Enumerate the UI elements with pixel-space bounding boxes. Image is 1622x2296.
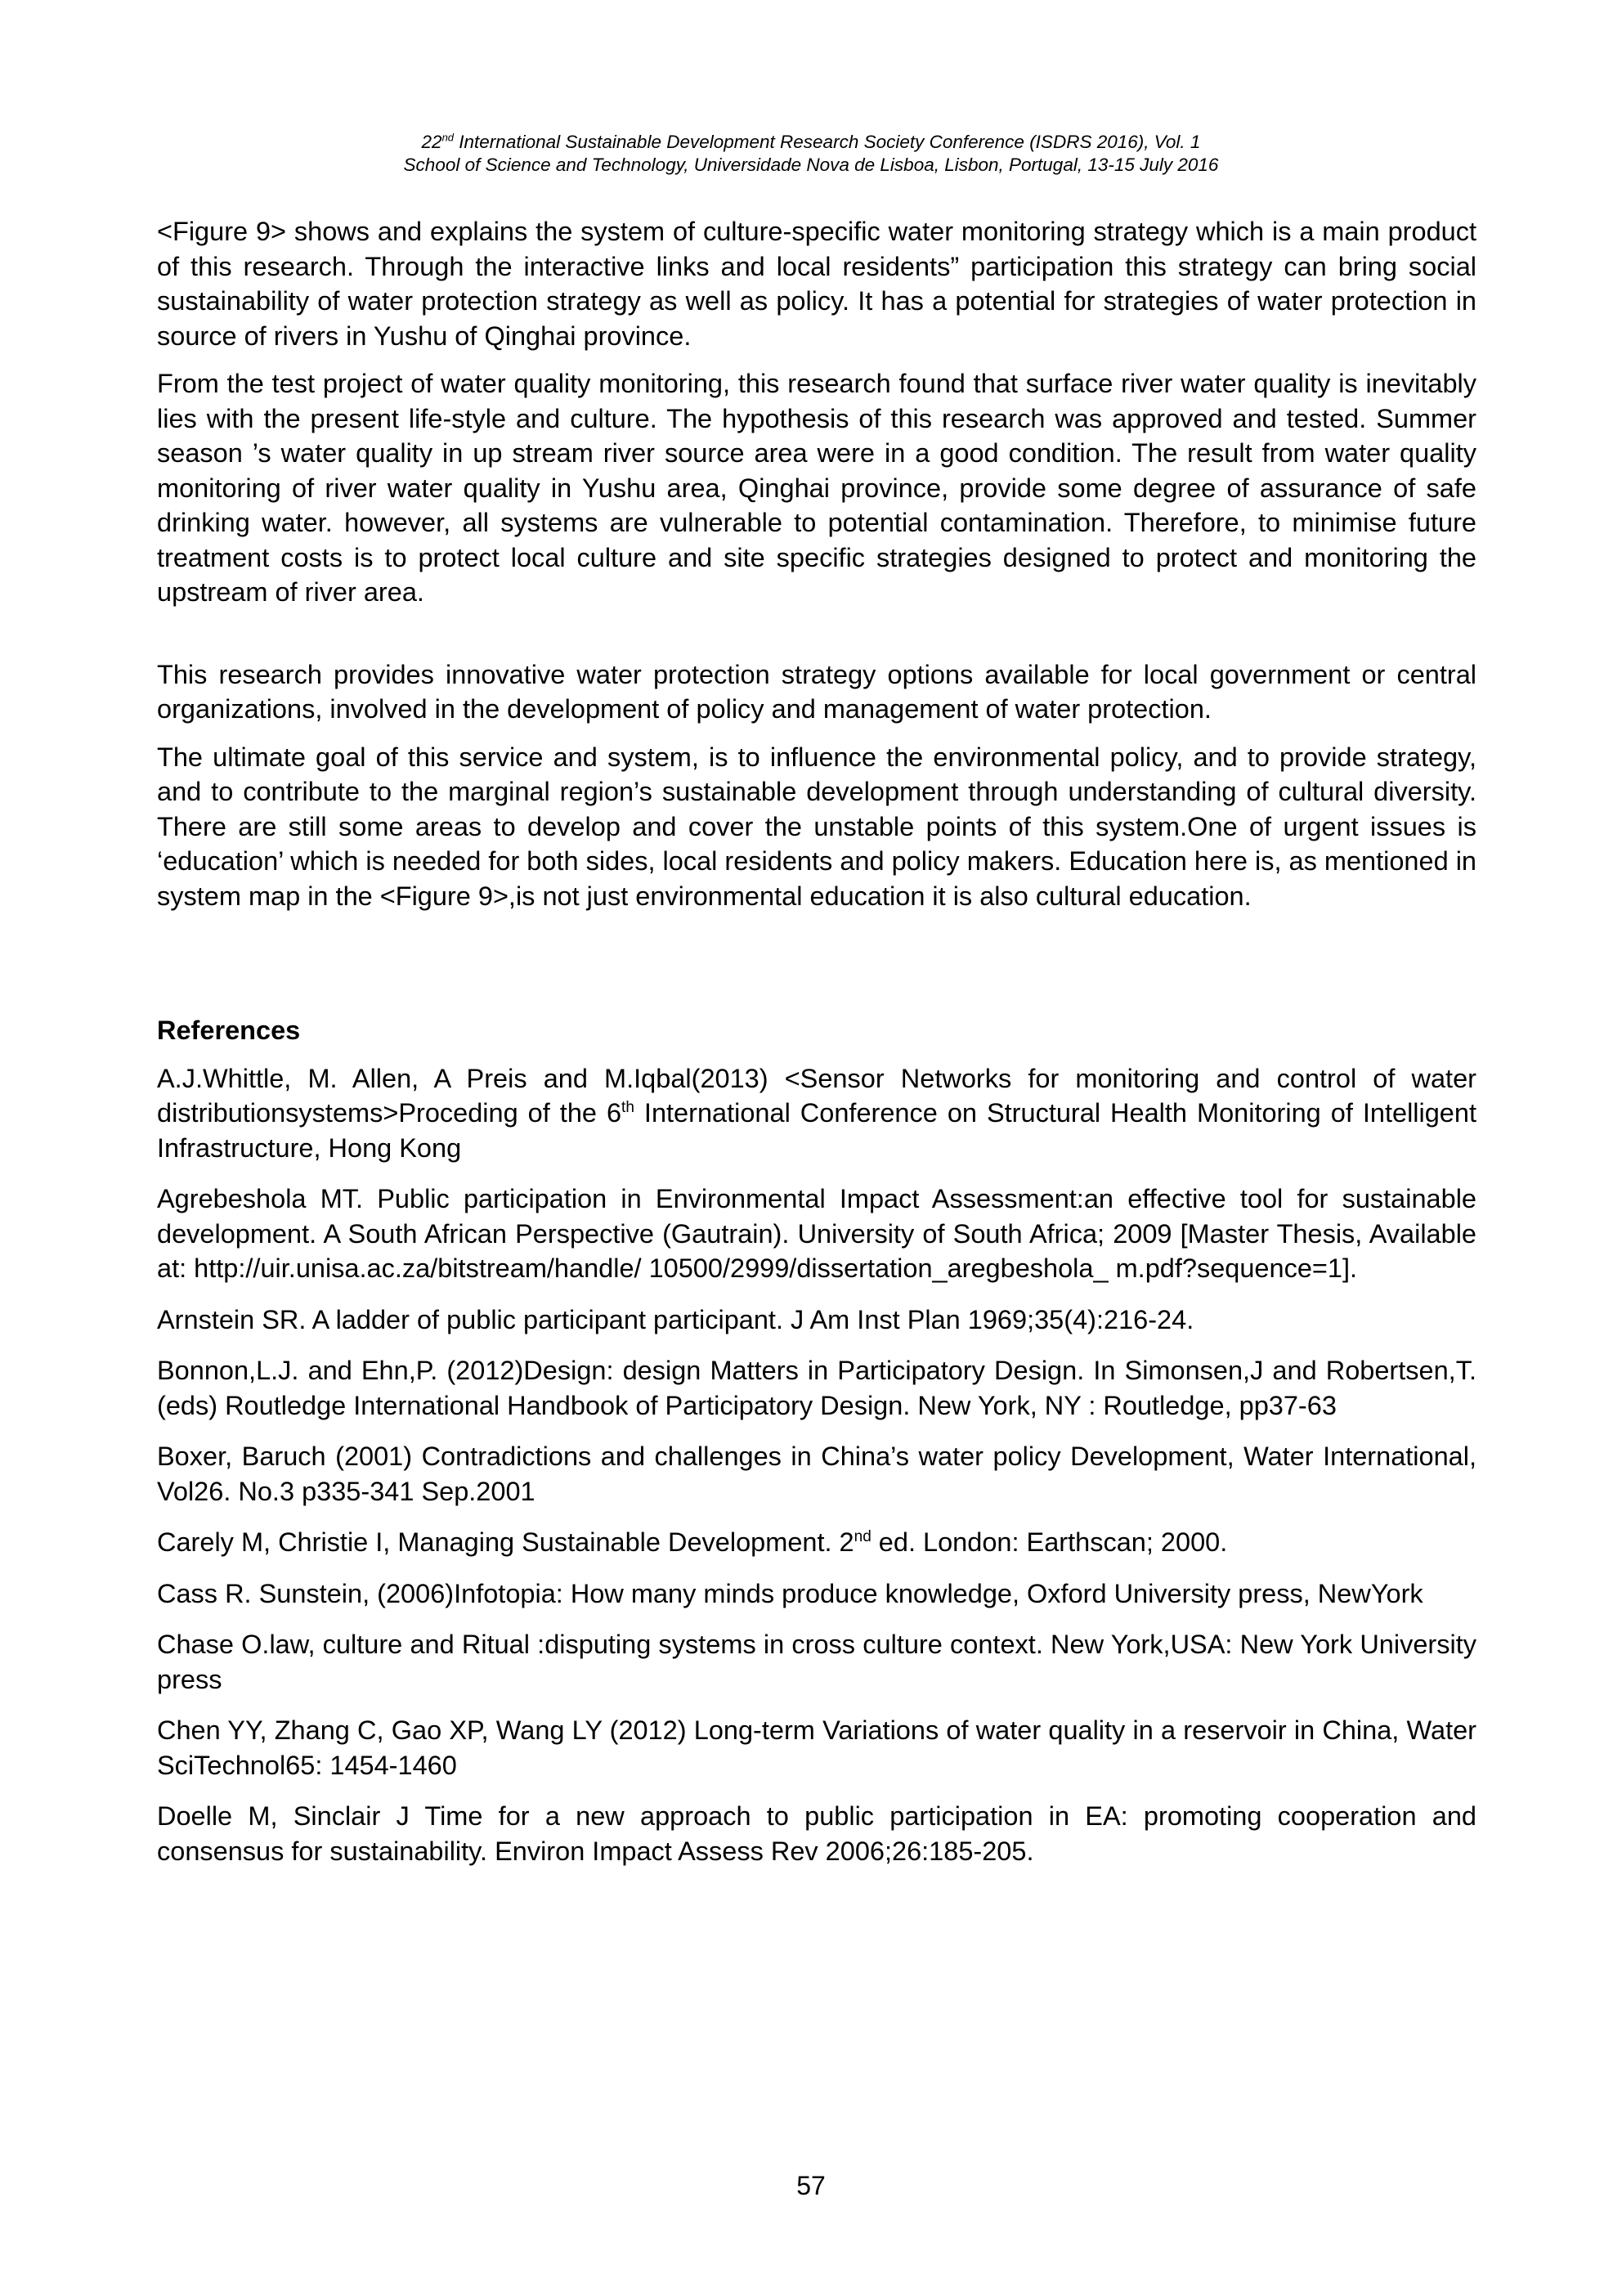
page-number: 57 [796, 2171, 826, 2200]
references-heading: References [157, 1016, 301, 1045]
conference-title: 22nd International Sustainable Development Research Society Conference (ISDRS 2016), Vol. 1 [421, 131, 1201, 152]
body-paragraph: <Figure 9> shows and explains the system of culture-specific water monitoring strategy which is a main product of this research. Through the interactive links and local residents” participation this strategy can bring social sustainability of water protection strategy as well as policy. It has a potential for strategies of water protection in source of rivers in Yushu of Qinghai province. [157, 217, 1476, 351]
body-paragraph: This research provides innovative water protection strategy options available for local government or central organizations, involved in the development of policy and management of water protection. [157, 659, 1476, 724]
reference-item: Arnstein SR. A ladder of public participant participant. J Am Inst Plan 1969;35(4):216-24. [157, 1304, 1194, 1334]
reference-item: Bonnon,L.J. and Ehn,P. (2012)Design: design Matters in Participatory Design. In Simonsen,J and Robertsen,T. (eds) Routledge International Handbook of Participatory Design. New York, NY : Routledge, pp37-63 [157, 1356, 1476, 1420]
reference-item: Cass R. Sunstein, (2006)Infotopia: How many minds produce knowledge, Oxford University press, NewYork [157, 1578, 1423, 1608]
conference-venue: School of Science and Technology, Universidade Nova de Lisboa, Lisbon, Portugal, 13-15 July 2016 [403, 155, 1219, 175]
reference-item: Carely M, Christie I, Managing Sustainable Development. 2nd ed. London: Earthscan; 2000. [157, 1527, 1228, 1557]
reference-item: A.J.Whittle, M. Allen, A Preis and M.Iqbal(2013) <Sensor Networks for monitoring and control of water distributionsystems>Proceding of the 6th International Conference on Structural Health Monitoring of Intelligent Infrastructure, Hong Kong [157, 1063, 1476, 1163]
reference-item: Chen YY, Zhang C, Gao XP, Wang LY (2012) Long-term Variations of water quality in a reservoir in China, Water SciTechnol65: 1454-1460 [157, 1715, 1476, 1780]
reference-item: Agrebeshola MT. Public participation in Environmental Impact Assessment:an effective tool for sustainable development. A South African Perspective (Gautrain). University of South Africa; 2009 [Master Thesis, Available at: http://uir.unisa.ac.za/bitstream/handle/ 10500/2999/dissertation_aregbeshola_ m.pdf?sequence=1]. [157, 1184, 1476, 1283]
reference-item: Doelle M, Sinclair J Time for a new approach to public participation in EA: promoting cooperation and consensus for sustainability. Environ Impact Assess Rev 2006;26:185-205. [157, 1801, 1476, 1866]
body-paragraph: From the test project of water quality monitoring, this research found that surface river water quality is inevitably lies with the present life-style and culture. The hypothesis of this research was approved and tested. Summer season ’s water quality in up stream river source area were in a good condition. The result from water quality monitoring of river water quality in Yushu area, Qinghai province, provide some degree of assurance of safe drinking water. however, all systems are vulnerable to potential contamination. Therefore, to minimise future treatment costs is to protect local culture and site specific strategies designed to protect and monitoring the upstream of river area. [157, 369, 1476, 607]
page-content [157, 214, 1476, 1885]
body-paragraph: The ultimate goal of this service and system, is to influence the environmental policy, and to provide strategy, and to contribute to the marginal region’s sustainable development through understanding of cultural diversity. There are still some areas to develop and cover the unstable points of this system.One of urgent issues is ‘education’ which is needed for both sides, local residents and policy makers. Education here is, as mentioned in system map in the <Figure 9>,is not just environmental education it is also cultural education. [157, 742, 1476, 911]
running-header [0, 131, 1622, 177]
references-list [157, 1061, 1476, 1869]
reference-item: Boxer, Baruch (2001) Contradictions and challenges in China’s water policy Development, Water International, Vol26. No.3 p335-341 Sep.2001 [157, 1442, 1476, 1506]
reference-item: Chase O.law, culture and Ritual :disputing systems in cross culture context. New York,USA: New York University press [157, 1630, 1476, 1694]
